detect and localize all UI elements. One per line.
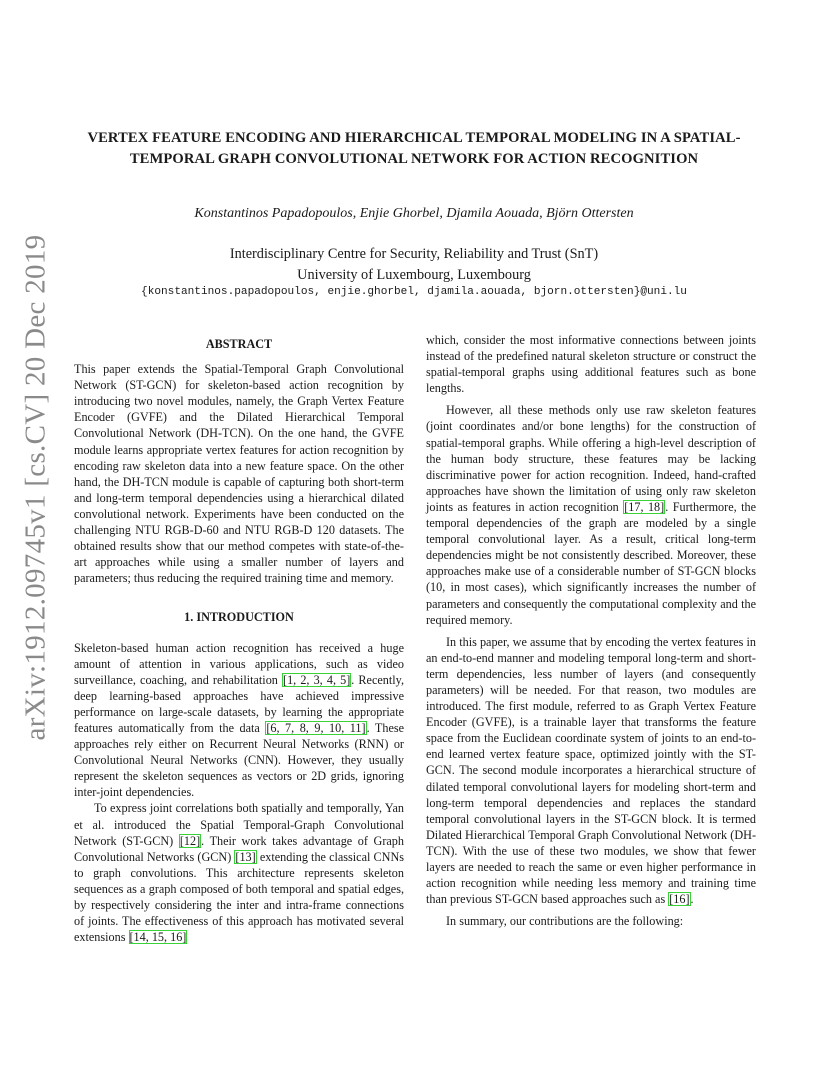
intro-paragraph-3 bbox=[426, 402, 756, 627]
paper-title: VERTEX FEATURE ENCODING AND HIERARCHICAL TEMPORAL MODELING IN A SPATIAL-TEMPORAL GRAPH CONVOLUTIONAL NETWORK FOR ACTION RECOGNITION bbox=[87, 130, 741, 167]
intro-r3-text-b: . bbox=[690, 892, 694, 907]
citation-link[interactable]: [16] bbox=[669, 892, 690, 907]
citation-link[interactable]: [12] bbox=[179, 833, 201, 848]
intro-paragraph-1 bbox=[74, 640, 404, 801]
arxiv-identifier: arXiv:1912.09745v1 [cs.CV] 20 Dec 2019 bbox=[19, 234, 52, 741]
intro-p1-text-b: . Recently, deep learning-based approaches have achieved impressive performance on large-scale datasets, by learning the appropriate features automatically from the data bbox=[74, 672, 405, 735]
intro-p2-text-a: To express joint correlations both spatially and temporally, Yan et al. introduced the Spatial Temporal-Graph Convolutional Network (ST-GCN) bbox=[74, 801, 404, 848]
citation-link[interactable]: [14, 15, 16] bbox=[129, 930, 187, 945]
citation-link[interactable]: [1, 2, 3, 4, 5] bbox=[283, 672, 351, 687]
introduction-heading: 1. INTRODUCTION bbox=[184, 610, 294, 625]
intro-paragraph-5: In summary, our contributions are the following: bbox=[446, 914, 684, 929]
intro-p2-text-b: . Their work takes advantage of Graph Convolutional Networks (GCN) bbox=[74, 833, 404, 864]
affiliation bbox=[80, 244, 748, 286]
intro-r3-text-a: In this paper, we assume that by encoding the vertex features in an end-to-end manner and modeling temporal long-term and short-term dependencies, less number of layers (and consequently parameters) will be needed. For that reason, two modules are introduced. The first module, referred to as Graph Vertex Feature Encoder (GVFE), is a trainable layer that transforms the feature space from the Euclidean coordinate system of joints to an end-to-end learned vertex feature space, optimized jointly with the ST-GCN. The second module incorporates a hierarchical structure of dilated temporal convolutional layers for modeling short-term and long-term temporal dependencies and replaces the standard temporal convolutional layers in the ST-GCN block. It is termed Dilated Hierarchical Temporal Graph Convolutional Network (DH-TCN). With the use of these two modules, we show that fewer layers are needed to reach the same or even higher performance in action recognition while needing less memory and training time than previous ST-GCN based approaches such as bbox=[426, 634, 756, 907]
intro-r2-text-a: However, all these methods only use raw skeleton features (joint coordinates and/or bone lengths) for the construction of spatial-temporal graphs. While offering a high-level description of the human body structure, these features may be lacking discriminative power for action recognition. Indeed, hand-crafted approaches have shown the limitation of using only raw skeleton joints as features in action recognition bbox=[426, 403, 756, 514]
author-list: Konstantinos Papadopoulos, Enjie Ghorbel, Djamila Aouada, Björn Ottersten bbox=[194, 206, 634, 221]
left-column bbox=[74, 336, 404, 945]
citation-link[interactable]: [6, 7, 8, 9, 10, 11] bbox=[266, 720, 366, 735]
intro-p2-text-c: extending the classical CNNs to graph convolutions. This architecture represents skeleton sequences as a graph composed of both temporal and spatial edges, by respectively considering the inter and intra-frame connections of joints. The effectiveness of this approach has motivated several extensions bbox=[74, 849, 404, 945]
author-emails: {konstantinos.papadopoulos, enjie.ghorbel, djamila.aouada, bjorn.ottersten}@uni.lu bbox=[141, 286, 687, 298]
intro-p1-text-a: Skeleton-based human action recognition has received a huge amount of attention in various applications, such as video surveillance, coaching, and rehabilitation bbox=[74, 640, 404, 687]
intro-paragraph-continued: which, consider the most informative connections between joints instead of the predefined natural skeleton structure or construct the spatial-temporal graphs using additional features such as bone lengths. bbox=[426, 333, 756, 396]
intro-paragraph-4 bbox=[426, 634, 756, 908]
affiliation-line-2: University of Luxembourg, Luxembourg bbox=[297, 267, 531, 283]
arxiv-sidebar bbox=[14, 234, 58, 741]
citation-link[interactable]: [13] bbox=[235, 849, 256, 864]
intro-p1-text-c: . These approaches rely either on Recurrent Neural Networks (RNN) or Convolutional Neural Networks (CNN). However, they usually represent the skeleton sequences as vectors or 2D grids, ignoring inter-joint dependencies. bbox=[74, 720, 405, 800]
citation-link[interactable]: [17, 18] bbox=[624, 499, 665, 514]
abstract-heading: ABSTRACT bbox=[205, 337, 273, 351]
right-column bbox=[426, 332, 756, 929]
intro-paragraph-2 bbox=[74, 800, 404, 945]
affiliation-line-1: Interdisciplinary Centre for Security, Reliability and Trust (SnT) bbox=[229, 246, 599, 262]
intro-r2-text-b: . Furthermore, the temporal dependencies of the graph are modeled by a single temporal convolutional layer. As a result, critical long-term dependencies might be not consistently described. Moreover, these approaches make use of a considerable number of ST-GCN blocks (10, in most cases), which significantly increases the number of parameters and consequently the computational complexity and the required memory. bbox=[426, 499, 756, 627]
abstract-text: This paper extends the Spatial-Temporal Graph Convolutional Network (ST-GCN) for skeleton-based action recognition by introducing two novel modules, namely, the Graph Vertex Feature Encoder (GVFE) and the Dilated Hierarchical Temporal Convolutional Network (DH-TCN). On the one hand, the GVFE module learns appropriate vertex features for action recognition by encoding raw skeleton data into a new feature space. On the other hand, the DH-TCN module is capable of capturing both short-term and long-term temporal dependencies using a hierarchical dilated convolutional network. Experiments have been conducted on the challenging NTU RGB-D-60 and NTU RGB-D 120 datasets. The obtained results show that our method competes with state-of-the-art approaches while using a smaller number of layers and parameters; thus reducing the required training time and memory. bbox=[74, 362, 404, 586]
